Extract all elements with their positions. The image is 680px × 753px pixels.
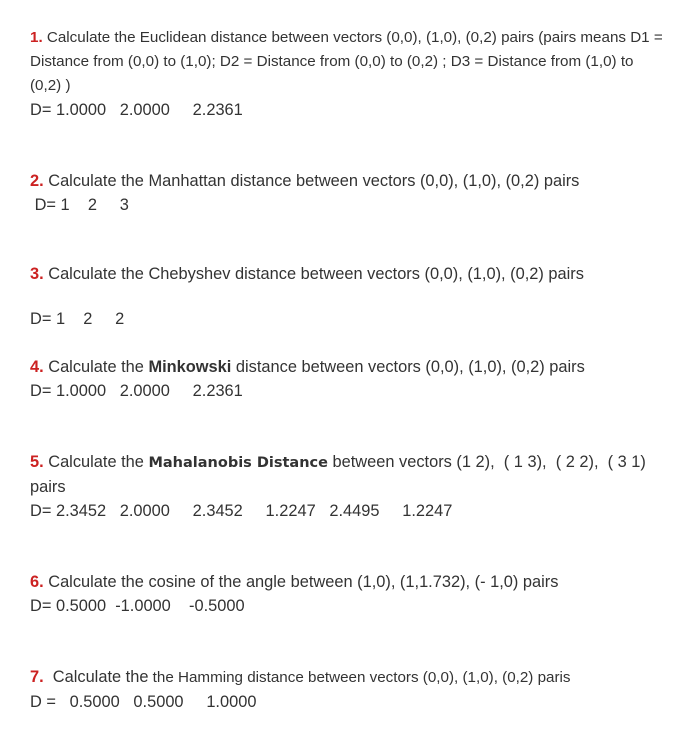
question-text [30, 355, 666, 379]
question-6 [30, 570, 666, 618]
question-text [30, 570, 666, 594]
answer-line: D= 0.5000 -1.0000 -0.5000 [30, 597, 245, 615]
question-number: 6. [30, 573, 44, 591]
question-body: Calculate the Manhattan distance between vectors (0,0), (1,0), (0,2) pairs [43, 172, 580, 190]
question-text [30, 450, 666, 499]
question-keyword: Minkowski [148, 358, 232, 376]
question-number: 3. [30, 265, 44, 283]
question-text [30, 169, 666, 193]
question-body: Calculate the Chebyshev distance between vectors (0,0), (1,0), (0,2) pairs [43, 265, 584, 283]
question-body-end: the Hamming distance between vectors (0,0), (1,0), (0,2) paris [148, 669, 571, 686]
answer-line: D= 2.3452 2.0000 2.3452 1.2247 2.4495 1.2247 [30, 502, 453, 520]
question-2 [30, 169, 666, 217]
question-number: 5. [30, 453, 44, 471]
question-body: Calculate the cosine of the angle between (1,0), (1,1.732), (- 1,0) pairs [43, 573, 559, 591]
question-body-start: Calculate the [43, 668, 149, 686]
question-body: Calculate the Euclidean distance between vectors (0,0), (1,0), (0,2) pairs (pairs means D1 = Distance from (0,0) to (1,0); D2 = Distance from (0,0) to (0,2) ; D3 = Distance from (1,0) to (0,2) ) [30, 29, 667, 94]
question-5 [30, 450, 666, 523]
answer-line: D= 1 2 3 [30, 196, 129, 214]
question-number: 7. [30, 668, 44, 686]
question-number: 2. [30, 172, 44, 190]
answer-line: D = 0.5000 0.5000 1.0000 [30, 693, 257, 711]
question-3 [30, 262, 666, 331]
question-4 [30, 355, 666, 403]
answer-line: D= 1.0000 2.0000 2.2361 [30, 382, 243, 400]
answer-line: D= 1.0000 2.0000 2.2361 [30, 101, 243, 119]
question-body-start: Calculate the [43, 358, 149, 376]
question-keyword: Mahalanobis Distance [148, 455, 328, 471]
question-text [30, 26, 666, 98]
question-number: 1. [30, 29, 43, 46]
question-text [30, 665, 666, 690]
question-body-start: Calculate the [43, 453, 149, 471]
question-body-end: distance between vectors (0,0), (1,0), (0,2) pairs [231, 358, 585, 376]
question-body-end: between vectors (1 2), ( 1 3), ( 2 2), ( 3 1) pairs [30, 453, 660, 496]
question-text [30, 262, 666, 286]
answer-line: D= 1 2 2 [30, 310, 125, 328]
question-1 [30, 26, 666, 122]
question-number: 4. [30, 358, 44, 376]
question-7 [30, 665, 666, 714]
